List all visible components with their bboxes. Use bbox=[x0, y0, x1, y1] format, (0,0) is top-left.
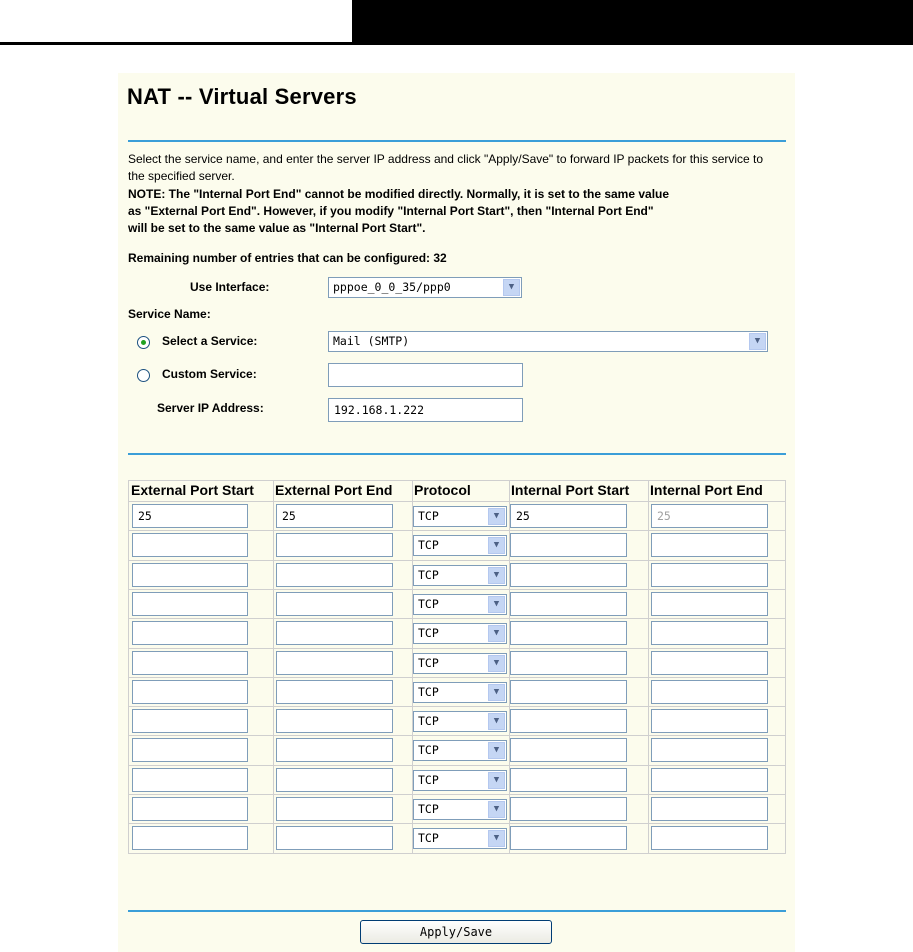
internal-port-end-input[interactable] bbox=[651, 563, 768, 587]
protocol-value: TCP bbox=[418, 743, 439, 758]
row-separator bbox=[128, 823, 786, 824]
divider-middle bbox=[128, 453, 786, 455]
column-separator bbox=[509, 480, 510, 854]
internal-port-end-input[interactable] bbox=[651, 592, 768, 616]
chevron-down-icon[interactable]: ▼ bbox=[749, 333, 766, 350]
protocol-value: TCP bbox=[418, 831, 439, 846]
external-port-start-input[interactable] bbox=[132, 533, 248, 557]
table-row bbox=[128, 531, 786, 560]
page-title: NAT -- Virtual Servers bbox=[127, 84, 357, 109]
note-line-3: will be set to the same value as "Internal Port Start". bbox=[128, 221, 426, 235]
internal-port-start-input[interactable] bbox=[510, 768, 627, 792]
divider-bottom bbox=[128, 910, 786, 912]
external-port-end-input[interactable] bbox=[276, 709, 393, 733]
protocol-select[interactable] bbox=[413, 828, 507, 849]
internal-port-end-input[interactable] bbox=[651, 651, 768, 675]
chevron-down-icon[interactable]: ▼ bbox=[488, 655, 505, 672]
external-port-start-input[interactable] bbox=[132, 768, 248, 792]
column-header: External Port Start bbox=[131, 482, 254, 498]
row-separator bbox=[128, 480, 786, 481]
chevron-down-icon[interactable]: ▼ bbox=[488, 713, 505, 730]
internal-port-start-input[interactable] bbox=[510, 621, 627, 645]
internal-port-end-input[interactable] bbox=[651, 533, 768, 557]
external-port-end-input[interactable] bbox=[276, 621, 393, 645]
protocol-select[interactable] bbox=[413, 711, 507, 732]
service-select[interactable] bbox=[328, 331, 768, 352]
row-separator bbox=[128, 589, 786, 590]
table-row bbox=[128, 678, 786, 707]
row-separator bbox=[128, 706, 786, 707]
external-port-start-input[interactable] bbox=[132, 680, 248, 704]
protocol-value: TCP bbox=[418, 538, 439, 553]
external-port-end-input[interactable] bbox=[276, 533, 393, 557]
row-separator bbox=[128, 735, 786, 736]
use-interface-select[interactable] bbox=[328, 277, 522, 298]
table-row bbox=[128, 766, 786, 795]
table-row bbox=[128, 590, 786, 619]
chevron-down-icon[interactable]: ▼ bbox=[488, 537, 505, 554]
internal-port-start-input[interactable] bbox=[510, 680, 627, 704]
internal-port-start-input[interactable] bbox=[510, 563, 627, 587]
table-row bbox=[128, 649, 786, 678]
protocol-select[interactable] bbox=[413, 565, 507, 586]
internal-port-end-input[interactable] bbox=[651, 680, 768, 704]
external-port-start-input[interactable] bbox=[132, 651, 248, 675]
table-row bbox=[128, 561, 786, 590]
note-line-1: NOTE: The "Internal Port End" cannot be modified directly. Normally, it is set to the same value bbox=[128, 187, 670, 201]
protocol-select[interactable] bbox=[413, 594, 507, 615]
external-port-start-input[interactable] bbox=[132, 621, 248, 645]
external-port-end-input[interactable] bbox=[276, 563, 393, 587]
external-port-end-input[interactable] bbox=[276, 680, 393, 704]
protocol-select[interactable] bbox=[413, 682, 507, 703]
protocol-value: TCP bbox=[418, 509, 439, 523]
protocol-select[interactable] bbox=[413, 653, 507, 674]
internal-port-start-input[interactable] bbox=[510, 533, 627, 557]
use-interface-label: Use Interface: bbox=[190, 280, 270, 294]
external-port-start-input[interactable] bbox=[132, 738, 248, 762]
use-interface-value: pppoe_0_0_35/ppp0 bbox=[333, 280, 451, 294]
custom-service-label: Custom Service: bbox=[162, 367, 257, 381]
divider-top bbox=[128, 140, 786, 142]
external-port-end-input[interactable] bbox=[276, 651, 393, 675]
row-separator bbox=[128, 560, 786, 561]
protocol-select[interactable] bbox=[413, 623, 507, 644]
protocol-value: TCP bbox=[418, 596, 439, 611]
protocol-value: TCP bbox=[418, 714, 439, 729]
external-port-end-input[interactable] bbox=[276, 738, 393, 762]
row-separator bbox=[128, 765, 786, 766]
protocol-select[interactable] bbox=[413, 506, 507, 527]
external-port-start-input[interactable] bbox=[132, 709, 248, 733]
server-ip-label: Server IP Address: bbox=[157, 401, 264, 415]
port-table bbox=[128, 480, 786, 854]
internal-port-start-input[interactable] bbox=[510, 651, 627, 675]
column-header: Protocol bbox=[414, 482, 471, 498]
column-header: Internal Port Start bbox=[511, 482, 630, 498]
radio-selected-dot bbox=[141, 340, 146, 345]
table-row bbox=[128, 824, 786, 853]
protocol-value: TCP bbox=[418, 684, 439, 699]
internal-port-end-input[interactable] bbox=[651, 797, 768, 821]
chevron-down-icon[interactable]: ▼ bbox=[488, 830, 505, 847]
internal-port-end-input[interactable] bbox=[651, 709, 768, 733]
external-port-end-input[interactable] bbox=[276, 768, 393, 792]
internal-port-start-input[interactable] bbox=[510, 592, 627, 616]
custom-service-input[interactable] bbox=[328, 363, 523, 387]
internal-port-end-input[interactable] bbox=[651, 621, 768, 645]
internal-port-end-input[interactable] bbox=[651, 738, 768, 762]
select-service-radio[interactable] bbox=[137, 336, 150, 349]
internal-port-end-input[interactable] bbox=[651, 768, 768, 792]
external-port-end-input[interactable] bbox=[276, 826, 393, 850]
external-port-end-input[interactable] bbox=[276, 592, 393, 616]
protocol-value: TCP bbox=[418, 655, 439, 670]
internal-port-start-input[interactable] bbox=[510, 826, 627, 850]
protocol-value: TCP bbox=[418, 626, 439, 641]
chevron-down-icon[interactable]: ▼ bbox=[488, 772, 505, 789]
row-separator bbox=[128, 677, 786, 678]
internal-port-end-input[interactable] bbox=[651, 826, 768, 850]
external-port-start-input[interactable] bbox=[132, 592, 248, 616]
chevron-down-icon[interactable]: ▼ bbox=[488, 625, 505, 642]
column-separator bbox=[785, 480, 786, 854]
chevron-down-icon[interactable]: ▼ bbox=[503, 279, 520, 296]
chevron-down-icon[interactable]: ▼ bbox=[488, 742, 505, 759]
note-line-2: as "External Port End". However, if you modify "Internal Port Start", then "Internal Port End" bbox=[128, 204, 654, 218]
internal-port-end-input[interactable]: 25 bbox=[651, 504, 768, 528]
service-select-value: Mail (SMTP) bbox=[333, 334, 410, 348]
table-row bbox=[128, 736, 786, 765]
external-port-end-input[interactable] bbox=[276, 797, 393, 821]
column-header: Internal Port End bbox=[650, 482, 763, 498]
protocol-value: TCP bbox=[418, 567, 439, 582]
service-name-label: Service Name: bbox=[128, 307, 211, 321]
protocol-value: TCP bbox=[418, 772, 439, 787]
row-separator bbox=[128, 648, 786, 649]
chevron-down-icon[interactable]: ▼ bbox=[488, 684, 505, 701]
internal-port-start-input[interactable] bbox=[510, 797, 627, 821]
internal-port-start-input[interactable] bbox=[510, 709, 627, 733]
column-separator bbox=[128, 480, 129, 854]
header-rule bbox=[0, 42, 913, 45]
protocol-select[interactable] bbox=[413, 770, 507, 791]
column-separator bbox=[273, 480, 274, 854]
column-separator bbox=[648, 480, 649, 854]
row-separator bbox=[128, 501, 786, 502]
server-ip-input[interactable]: 192.168.1.222 bbox=[328, 398, 523, 422]
row-separator bbox=[128, 530, 786, 531]
custom-service-radio[interactable] bbox=[137, 369, 150, 382]
external-port-start-input[interactable] bbox=[132, 797, 248, 821]
table-row bbox=[128, 619, 786, 648]
internal-port-start-input[interactable]: 25 bbox=[510, 504, 627, 528]
column-separator bbox=[412, 480, 413, 854]
external-port-start-input[interactable]: 25 bbox=[132, 504, 248, 528]
row-separator bbox=[128, 618, 786, 619]
column-header: External Port End bbox=[275, 482, 393, 498]
protocol-select[interactable] bbox=[413, 535, 507, 556]
chevron-down-icon[interactable]: ▼ bbox=[488, 801, 505, 818]
external-port-end-input[interactable]: 25 bbox=[276, 504, 393, 528]
select-service-label: Select a Service: bbox=[162, 334, 258, 348]
page-description: Select the service name, and enter the server IP address and click "Apply/Save" to forward IP packets for this service to the specified server. bbox=[128, 152, 764, 183]
row-separator bbox=[128, 853, 786, 854]
chevron-down-icon[interactable]: ▼ bbox=[488, 596, 505, 613]
table-row bbox=[128, 502, 786, 531]
protocol-value: TCP bbox=[418, 802, 439, 816]
header-bar bbox=[352, 0, 913, 42]
protocol-select[interactable] bbox=[413, 740, 507, 761]
external-port-start-input[interactable] bbox=[132, 826, 248, 850]
row-separator bbox=[128, 794, 786, 795]
apply-save-button[interactable]: Apply/Save bbox=[360, 920, 552, 944]
table-row bbox=[128, 707, 786, 736]
protocol-select[interactable] bbox=[413, 799, 507, 820]
chevron-down-icon[interactable]: ▼ bbox=[488, 567, 505, 584]
external-port-start-input[interactable] bbox=[132, 563, 248, 587]
chevron-down-icon[interactable]: ▼ bbox=[488, 508, 505, 525]
table-row bbox=[128, 795, 786, 824]
remaining-entries: Remaining number of entries that can be configured: 32 bbox=[128, 251, 447, 265]
internal-port-start-input[interactable] bbox=[510, 738, 627, 762]
